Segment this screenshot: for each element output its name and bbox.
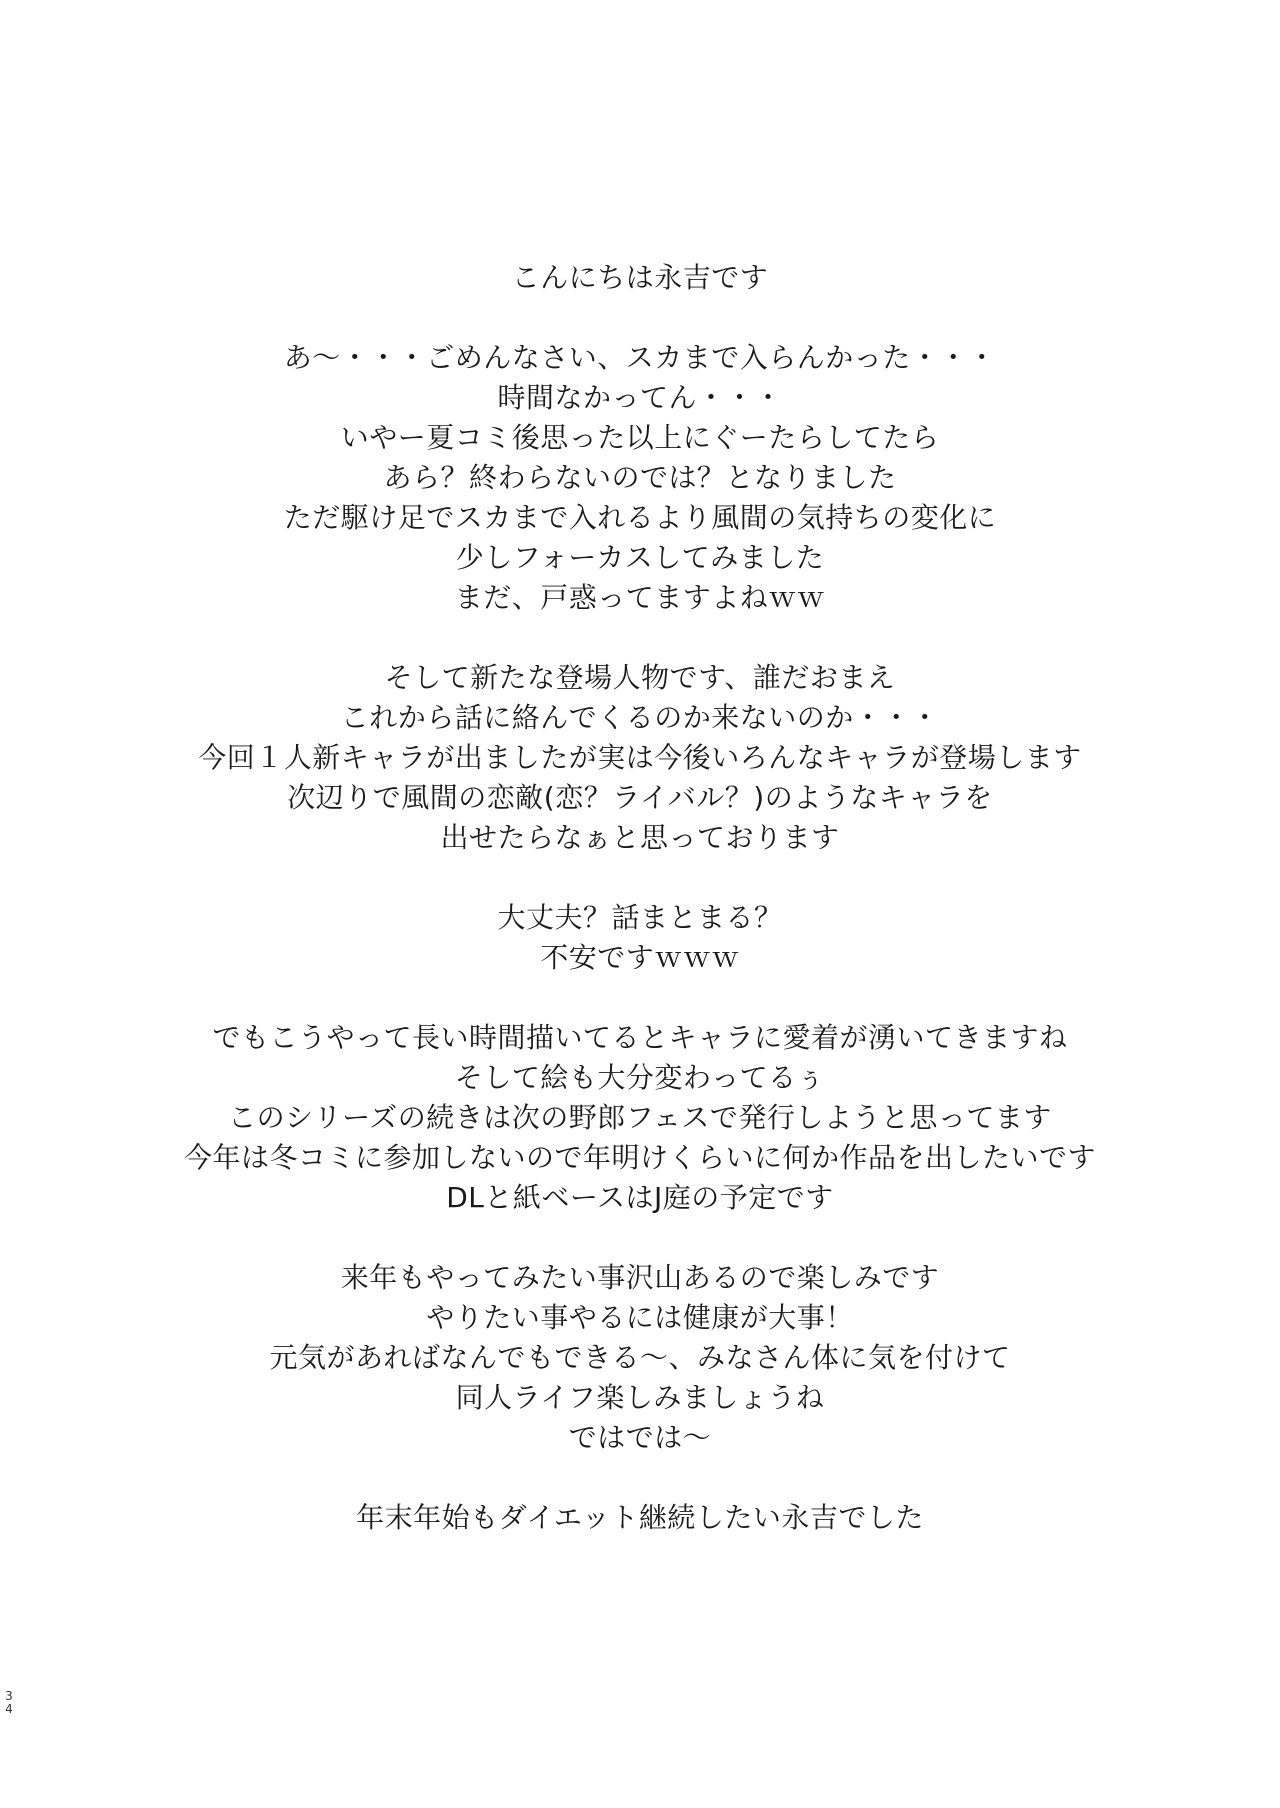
paragraph-gap: [0, 1458, 1280, 1498]
text-line: やりたい事やるには健康が大事！: [426, 1301, 854, 1334]
text-line: あ～・・・ごめんなさい、スカまで入らんかった・・・: [283, 341, 997, 374]
text-line: 少しフォーカスしてみました: [455, 541, 825, 574]
text-line: 時間なかってん・・・: [497, 381, 783, 414]
text-line: まだ、戸惑ってますよねｗｗ: [454, 581, 826, 614]
text-line: いやー夏コミ後思った以上にぐーたらしてたら: [340, 421, 940, 454]
text-line: ではでは～: [568, 1421, 712, 1454]
text-line: 不安ですｗｗｗ: [540, 941, 740, 974]
text-line: そして新たな登場人物です、誰だおまえ: [384, 661, 896, 694]
text-line: DLと紙ベースはJ庭の予定です: [446, 1181, 834, 1214]
page-number-digit: 4: [5, 1702, 13, 1716]
text-line: ただ駆け足でスカまで入れるより風間の気持ちの変化に: [283, 501, 997, 534]
text-line: あら？終わらないのでは？となりました: [383, 461, 897, 494]
text-line: これから話に絡んでくるのか来ないのか・・・: [340, 701, 940, 734]
paragraph-gap: [0, 618, 1280, 658]
text-line: 今年は冬コミに参加しないので年明けくらいに何か作品を出したいです: [183, 1141, 1096, 1174]
paragraph-series-plans: [0, 1018, 1280, 1218]
text-line: このシリーズの続きは次の野郎フェスで発行しようと思ってます: [228, 1101, 1052, 1134]
paragraph-gap: [0, 298, 1280, 338]
text-line: 来年もやってみたい事沢山あるので楽しみです: [340, 1261, 940, 1294]
text-line: 今回１人新キャラが出ましたが実は今後いろんなキャラが登場します: [198, 741, 1082, 774]
text-line: そして絵も大分変わってるぅ: [454, 1061, 826, 1094]
paragraph-next-year: [0, 1258, 1280, 1458]
text-line: 元気があればなんでもできる～、みなさん体に気を付けて: [269, 1341, 1011, 1374]
paragraph-gap: [0, 858, 1280, 898]
page-number: [3, 1690, 15, 1716]
paragraph-signoff: [0, 1498, 1280, 1538]
paragraph-apology: [0, 338, 1280, 618]
afterword-text: [0, 258, 1280, 1538]
paragraph-worry: [0, 898, 1280, 978]
text-line: 出せたらなぁと思っております: [440, 821, 840, 854]
paragraph-gap: [0, 978, 1280, 1018]
text-line: 同人ライフ楽しみましょうね: [455, 1381, 825, 1414]
page-number-digit: 3: [5, 1689, 13, 1703]
text-line: 年末年始もダイエット継続したい永吉でした: [356, 1501, 924, 1534]
text-line: でもこうやって長い時間描いてるとキャラに愛着が湧いてきますね: [212, 1021, 1068, 1054]
paragraph-gap: [0, 1218, 1280, 1258]
paragraph-new-character: [0, 658, 1280, 858]
text-line: こんにちは永吉です: [511, 261, 769, 294]
text-line: 大丈夫？話まとまる？: [497, 901, 783, 934]
paragraph-greeting: [0, 258, 1280, 298]
text-line: 次辺りで風間の恋敵(恋？ライバル？)のようなキャラを: [287, 781, 993, 814]
